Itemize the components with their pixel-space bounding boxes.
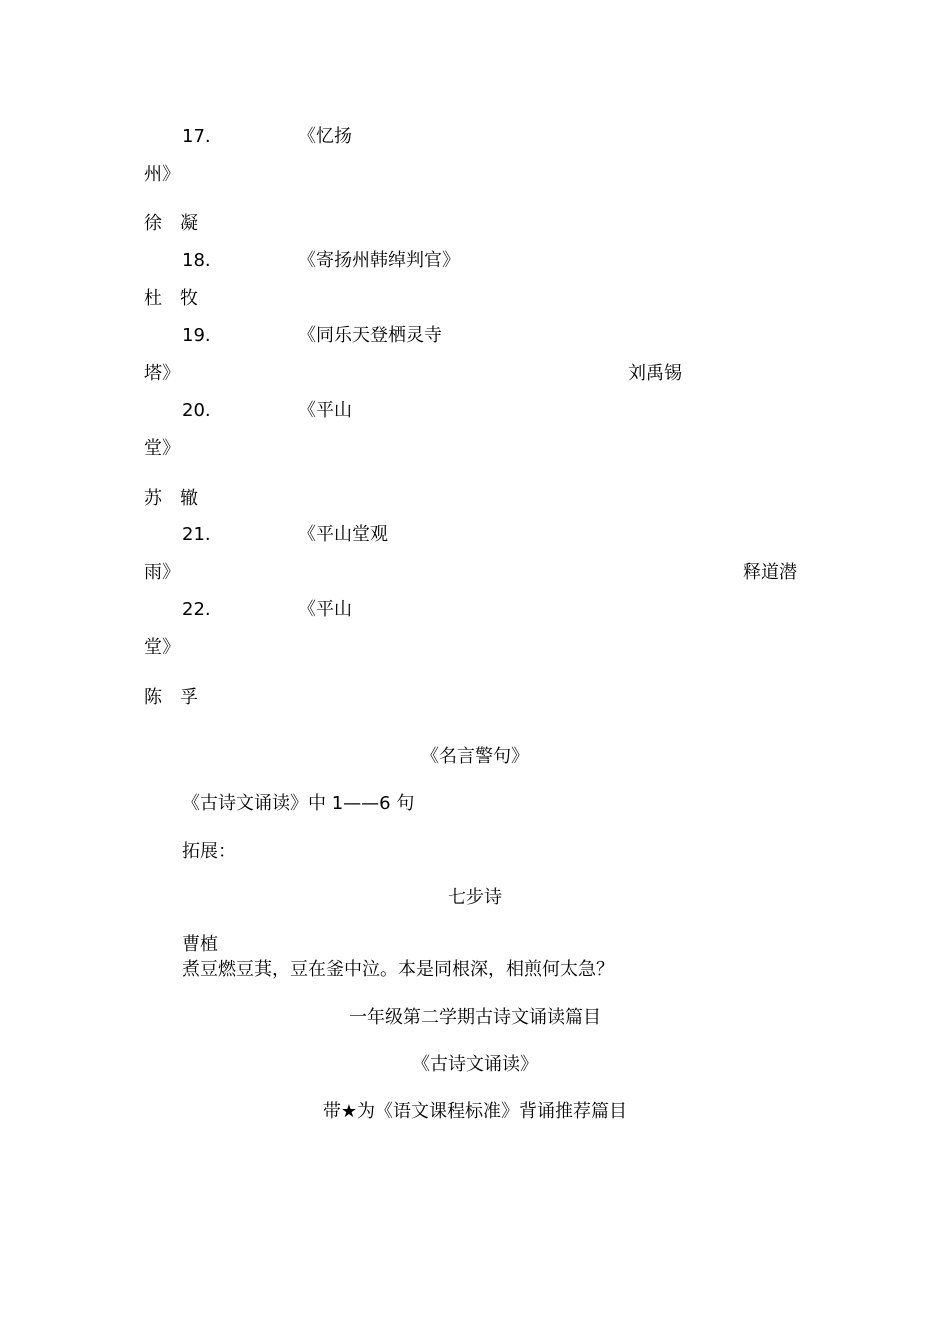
entry-number: 17. <box>182 126 211 147</box>
poem-title: 《平山 <box>298 599 352 620</box>
poem-text: 煮豆燃豆萁，豆在釜中泣。本是同根深，相煎何太急？ <box>182 959 614 980</box>
recommendation-note: 带★为《语文课程标准》背诵推荐篇目 <box>322 1101 628 1122</box>
poem-author-line: 曹植 <box>182 934 218 955</box>
poem-title-continued: 堂》 <box>144 438 180 459</box>
poem-author: 刘禹锡 <box>628 363 682 384</box>
entry-number: 18. <box>182 250 211 271</box>
section-heading: 一年级第二学期古诗文诵读篇目 <box>349 1007 601 1028</box>
entry-number: 22. <box>182 599 211 620</box>
entry-number: 21. <box>182 524 211 545</box>
extension-label: 拓展： <box>182 841 236 862</box>
poem-author: 陈 孚 <box>144 687 198 708</box>
poem-title-continued: 州》 <box>144 164 180 185</box>
poem-author: 徐 凝 <box>144 213 198 234</box>
poem-title: 《平山堂观 <box>298 524 388 545</box>
quotes-range: 《古诗文诵读》中 1——6 句 <box>182 793 415 814</box>
poem-title: 《平山 <box>298 400 352 421</box>
poem-title-continued: 塔》 <box>144 363 180 384</box>
poem-title: 《忆扬 <box>298 126 352 147</box>
poem-title: 《寄扬州韩绰判官》 <box>298 250 460 271</box>
poem-title-continued: 雨》 <box>144 562 180 583</box>
section-subheading: 《古诗文诵读》 <box>412 1054 538 1075</box>
quotes-heading: 《名言警句》 <box>421 746 529 767</box>
entry-number: 19. <box>182 325 211 346</box>
poem-author: 释道潜 <box>743 562 797 583</box>
poem-title: 《同乐天登栖灵寺 <box>298 325 442 346</box>
entry-number: 20. <box>182 400 211 421</box>
poem-title-continued: 堂》 <box>144 637 180 658</box>
poem-author: 杜 牧 <box>144 288 198 309</box>
poem-author: 苏 辙 <box>144 488 198 509</box>
poem-heading: 七步诗 <box>448 887 502 908</box>
